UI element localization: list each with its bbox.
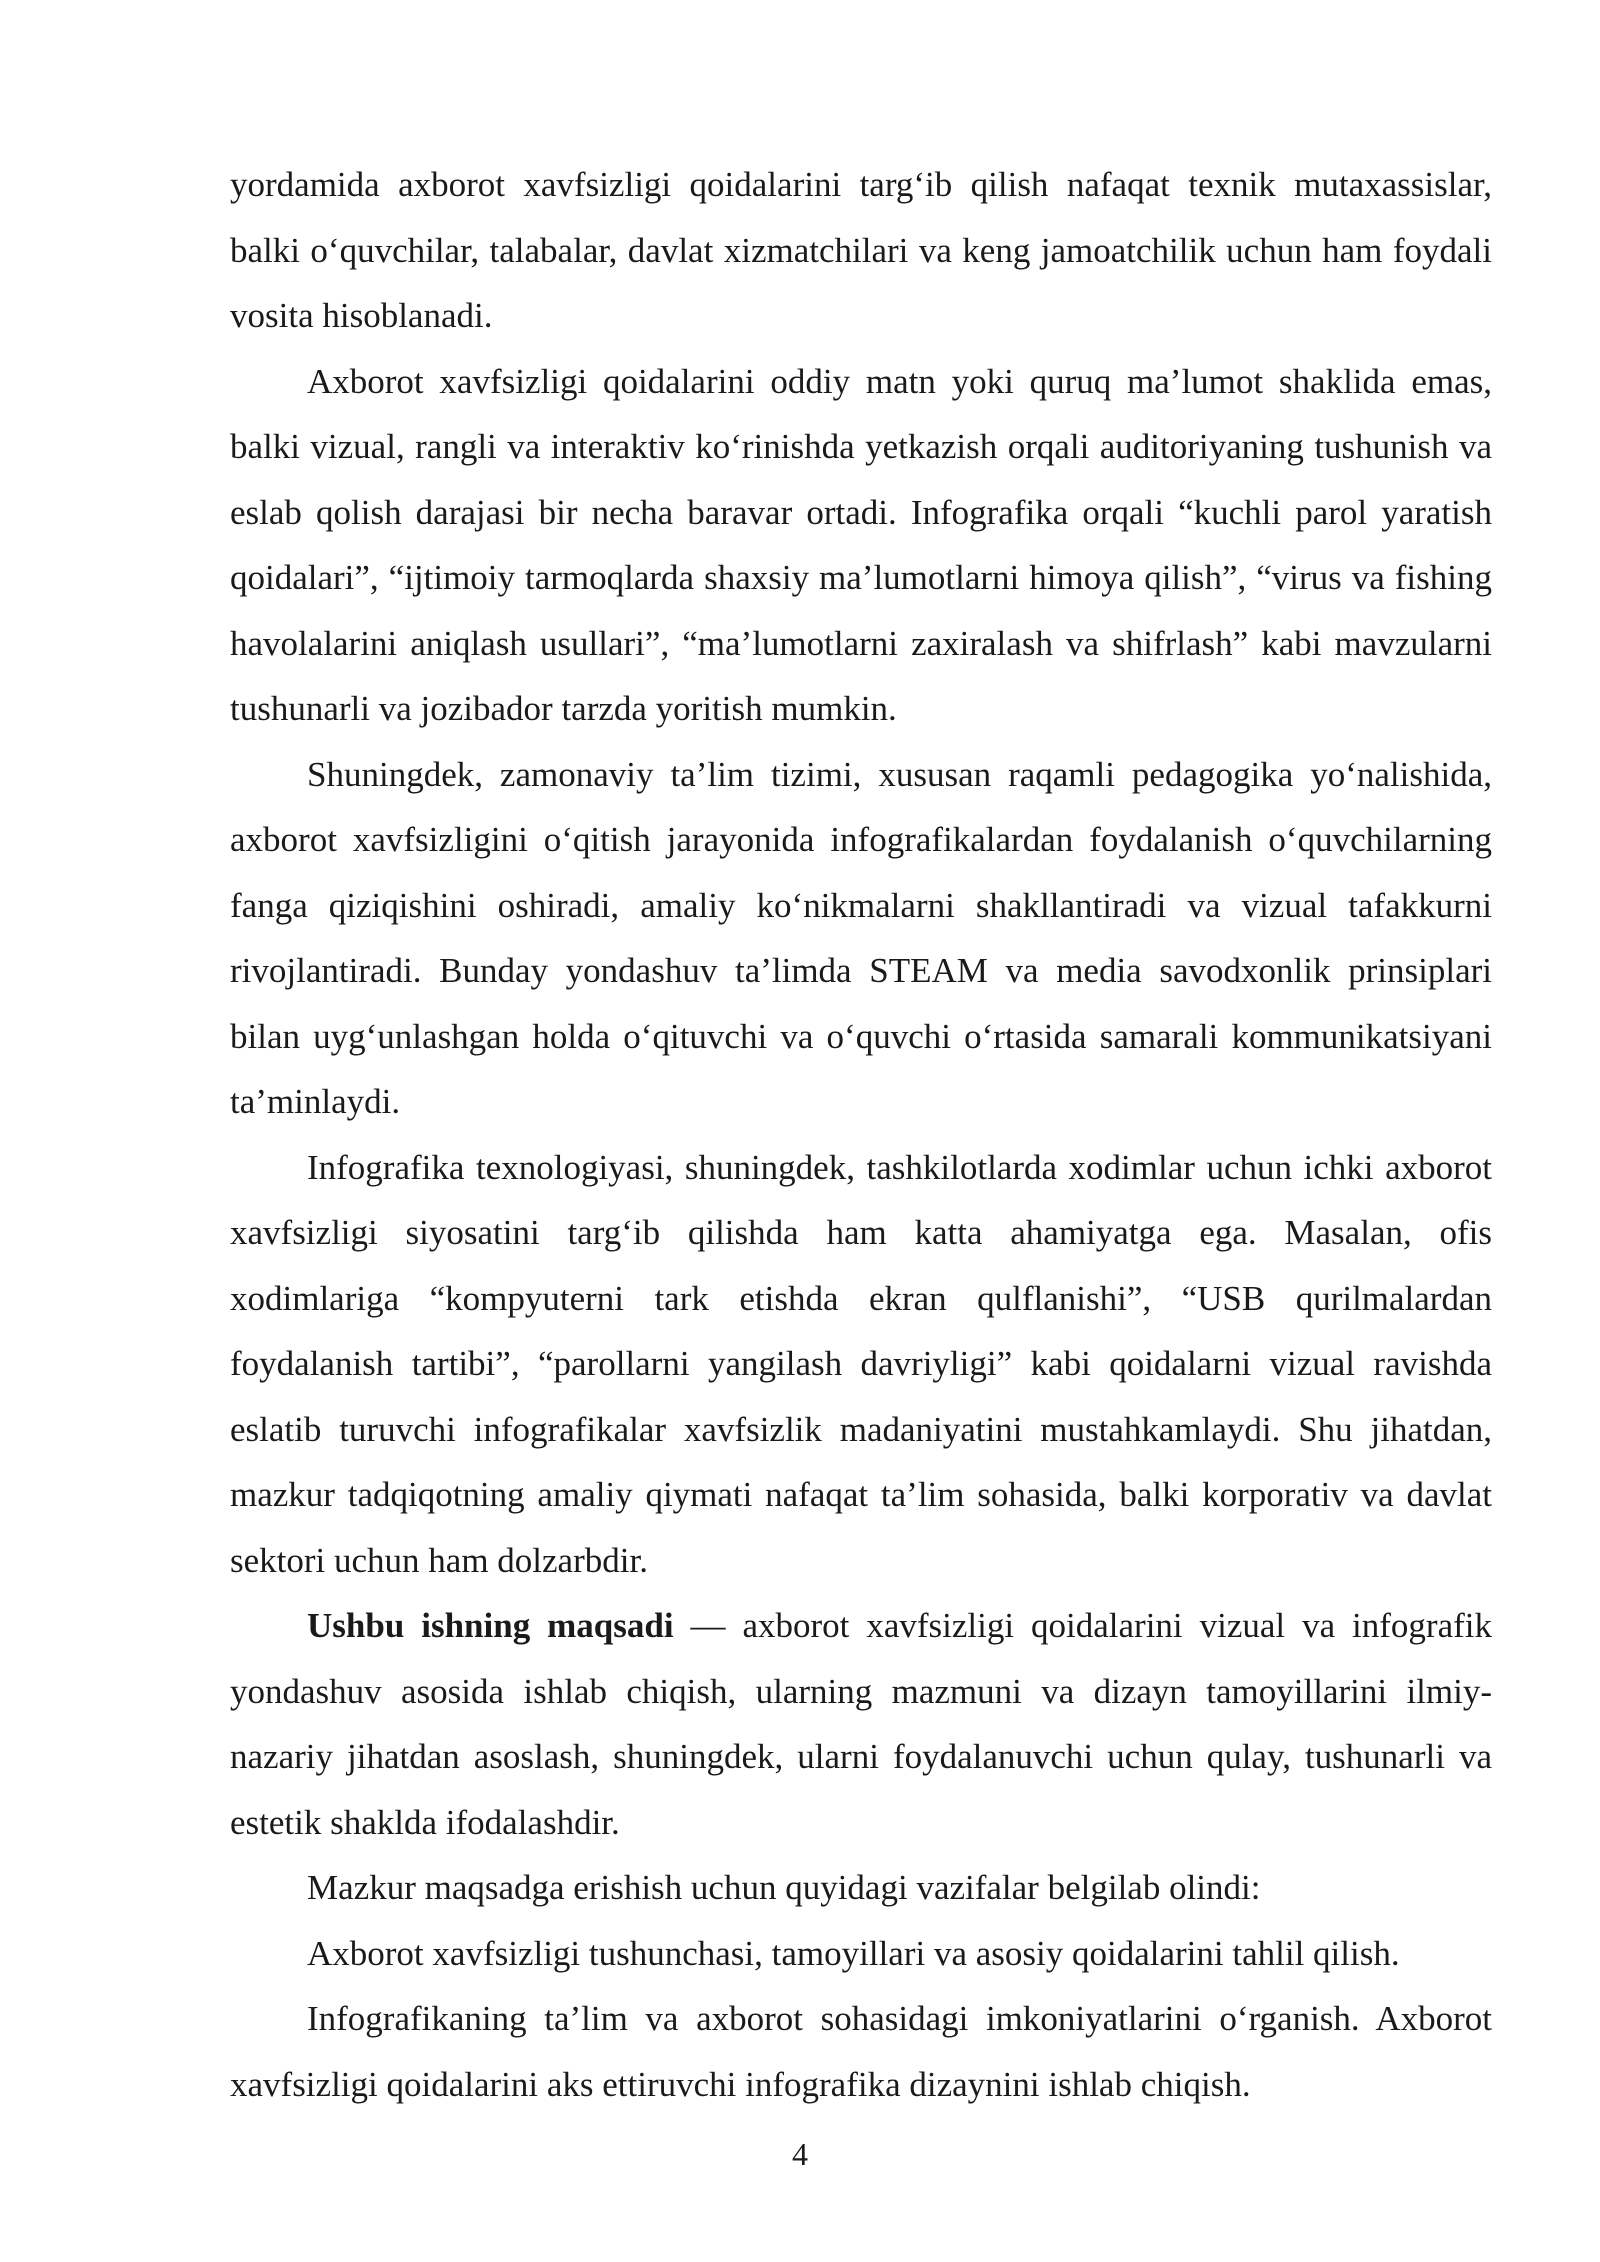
paragraph-continuation: yordamida axborot xavfsizligi qoidalarini targ‘ib qilish nafaqat texnik mutaxassislar, balki o‘quvchilar, talabalar, davlat xizmatchilari va keng jamoatchilik uchun ham foydali vosita hisoblanadi. xyxy=(230,165,1492,335)
paragraph-task-1: Axborot xavfsizligi tushunchasi, tamoyillari va asosiy qoidalarini tahlil qilish. xyxy=(307,1933,1400,1973)
paragraph-task-2: Infografikaning ta’lim va axborot sohasidagi imkoniyatlarini o‘rganish. Axborot xavfsizligi qoidalarini aks ettiruvchi infografika dizaynini ishlab chiqish. xyxy=(230,1999,1492,2104)
paragraph-goal xyxy=(230,1593,1492,1855)
body-text xyxy=(230,152,1492,2117)
paragraph-tasks-intro: Mazkur maqsadga erishish uchun quyidagi vazifalar belgilab olindi: xyxy=(307,1868,1261,1907)
goal-text: — axborot xavfsizligi qoidalarini vizual va infografik yondashuv asosida ishlab chiqish, ularning mazmuni va dizayn tamoyillarini ilmiy-nazariy jihatdan asoslash, shuningdek, ularni foydalanuvchi uchun qulay, tushunarli va estetik shaklda ifodalashdir. xyxy=(230,1606,1492,1842)
paragraph-visual-rules: Axborot xavfsizligi qoidalarini oddiy matn yoki quruq ma’lumot shaklida emas, balki vizual, rangli va interaktiv ko‘rinishda yetkazish orqali auditoriyaning tushunish va eslab qolish darajasi bir necha baravar ortadi. Infografika orqali “kuchli parol yaratish qoidalari”, “ijtimoiy tarmoqlarda shaxsiy ma’lumotlarni himoya qilish”, “virus va fishing havolalarini aniqlash usullari”, “ma’lumotlarni zaxiralash va shifrlash” kabi mavzularni tushunarli va jozibador tarzda yoritish mumkin. xyxy=(230,361,1492,728)
paragraph-organizations: Infografika texnologiyasi, shuningdek, tashkilotlarda xodimlar uchun ichki axborot xavfsizligi siyosatini targ‘ib qilishda ham katta ahamiyatga ega. Masalan, ofis xodimlariga “kompyuterni tark etishda ekran qulflanishi”, “USB qurilmalardan foydalanish tartibi”, “parollarni yangilash davriyligi” kabi qoidalarni vizual ravishda eslatib turuvchi infografikalar xavfsizlik madaniyatini mustahkamlaydi. Shu jihatdan, mazkur tadqiqotning amaliy qiymati nafaqat ta’lim sohasida, balki korporativ va davlat sektori uchun ham dolzarbdir. xyxy=(230,1147,1492,1580)
page-number: 4 xyxy=(792,2136,808,2172)
goal-label: Ushbu ishning maqsadi xyxy=(307,1606,674,1645)
paragraph-education: Shuningdek, zamonaviy ta’lim tizimi, xususan raqamli pedagogika yo‘nalishida, axborot xavfsizligini o‘qitish jarayonida infografikalardan foydalanish o‘quvchilarning fanga qiziqishini oshiradi, amaliy ko‘nikmalarni shakllantiradi va vizual tafakkurni rivojlantiradi. Bunday yondashuv ta’limda STEAM va media savodxonlik prinsiplari bilan uyg‘unlashgan holda o‘qituvchi va o‘quvchi o‘rtasida samarali kommunikatsiyani ta’minlaydi. xyxy=(230,754,1492,1121)
